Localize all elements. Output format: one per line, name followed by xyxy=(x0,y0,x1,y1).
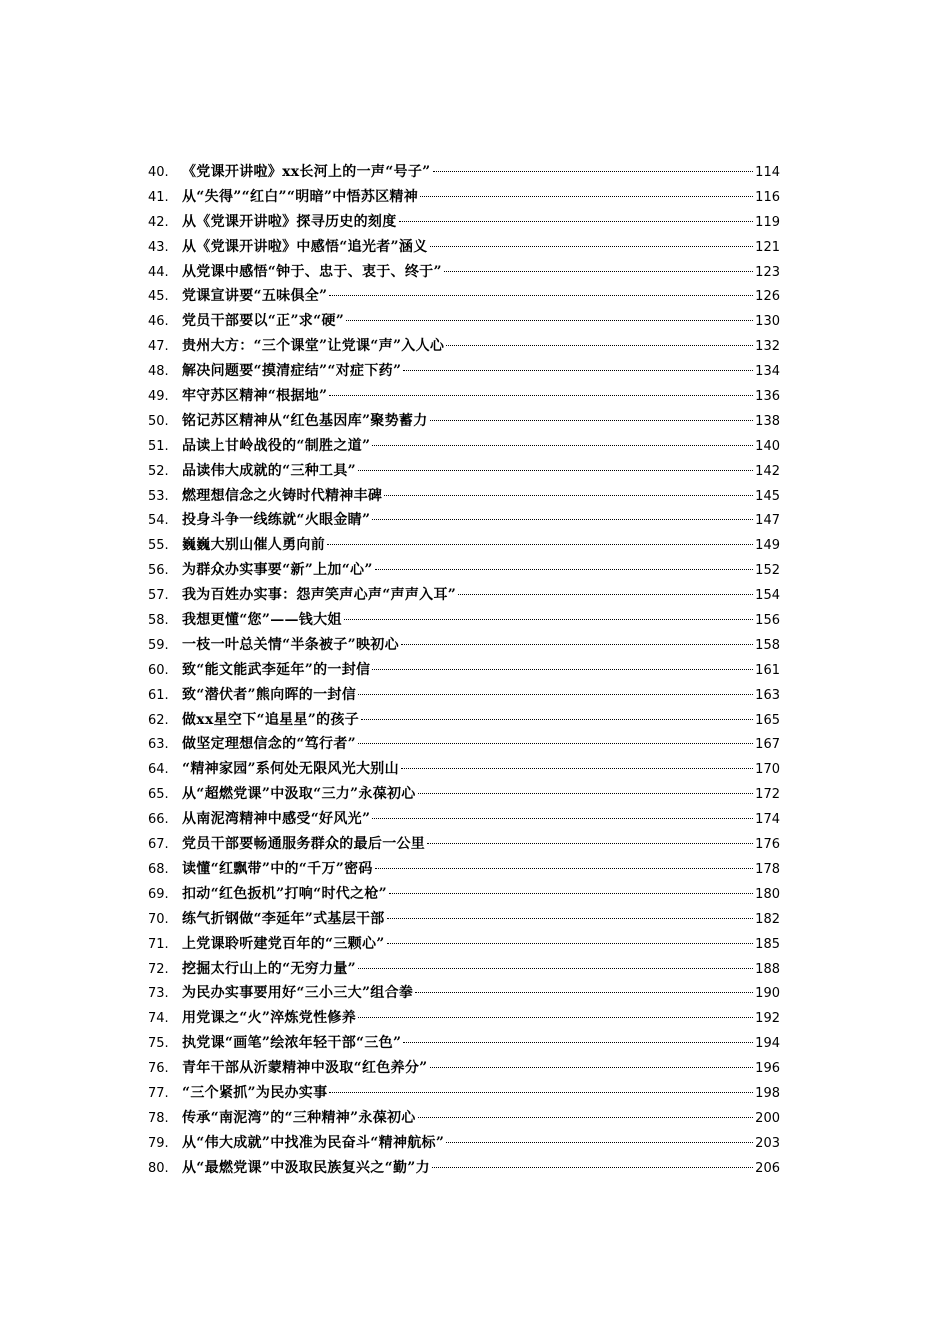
toc-dot-leader xyxy=(329,1092,753,1093)
toc-dot-leader xyxy=(430,1067,754,1068)
toc-dot-leader xyxy=(329,395,753,396)
toc-entry-page-number: 126 xyxy=(755,289,780,305)
toc-entry-title: 从《党课开讲啦》探寻历史的刻度 xyxy=(182,213,397,230)
toc-entry-page-number: 165 xyxy=(755,712,780,728)
toc-entry-title: 从“失得”“红白”“明暗”中悟苏区精神 xyxy=(182,188,419,205)
toc-entry-number: 77. xyxy=(148,1085,169,1101)
toc-dot-leader xyxy=(384,495,753,496)
toc-entry[interactable] xyxy=(148,260,780,285)
toc-entry[interactable] xyxy=(148,1156,780,1181)
toc-dot-leader xyxy=(358,743,753,744)
toc-entry-title: 致“潜伏者”熊向晖的一封信 xyxy=(182,686,357,703)
toc-entry-page-number: 121 xyxy=(755,239,780,255)
toc-entry-page-number: 176 xyxy=(755,837,780,853)
toc-entry-title: 《党课开讲啦》xx长河上的一声“号子” xyxy=(182,164,431,180)
toc-entry-number: 51. xyxy=(148,438,169,454)
toc-dot-leader xyxy=(358,694,753,695)
toc-entry-page-number: 192 xyxy=(755,1011,780,1027)
toc-entry-title: 从《党课开讲啦》中感悟“追光者”涵义 xyxy=(182,238,428,255)
toc-entry[interactable] xyxy=(148,334,780,359)
toc-dot-leader xyxy=(415,992,753,993)
toc-entry-page-number: 123 xyxy=(755,264,780,280)
toc-entry-number: 55. xyxy=(148,538,169,554)
toc-entry-title: 练气折钢做“李延年”式基层干部 xyxy=(182,910,385,927)
toc-entry[interactable] xyxy=(148,384,780,409)
toc-entry-title: 我为百姓办实事：怨声笑声心声“声声入耳” xyxy=(182,587,457,604)
toc-entry-page-number: 198 xyxy=(755,1085,780,1101)
toc-entry-number: 63. xyxy=(148,737,169,753)
toc-entry-number: 60. xyxy=(148,662,169,678)
toc-entry[interactable] xyxy=(148,160,780,185)
toc-entry-page-number: 140 xyxy=(755,438,780,454)
toc-entry-number: 59. xyxy=(148,637,169,653)
toc-entry[interactable] xyxy=(148,185,780,210)
toc-entry[interactable] xyxy=(148,981,780,1006)
toc-entry[interactable] xyxy=(148,882,780,907)
toc-dot-leader xyxy=(458,594,753,595)
table-of-contents xyxy=(148,160,780,1181)
toc-entry-title: 贵州大方：“三个课堂”让党课“声”入人心 xyxy=(182,338,445,355)
toc-entry-number: 67. xyxy=(148,837,169,853)
toc-entry[interactable] xyxy=(148,782,780,807)
toc-entry-page-number: 147 xyxy=(755,513,780,529)
toc-entry-page-number: 158 xyxy=(755,637,780,653)
toc-entry-number: 58. xyxy=(148,613,169,629)
toc-entry-page-number: 132 xyxy=(755,339,780,355)
toc-entry-title: 为民办实事要用好“三小三大”组合拳 xyxy=(182,985,414,1002)
toc-entry-page-number: 174 xyxy=(755,812,780,828)
toc-entry-page-number: 136 xyxy=(755,389,780,405)
toc-entry-page-number: 190 xyxy=(755,986,780,1002)
toc-entry-page-number: 172 xyxy=(755,787,780,803)
toc-entry[interactable] xyxy=(148,235,780,260)
toc-dot-leader xyxy=(403,1042,753,1043)
toc-dot-leader xyxy=(403,370,753,371)
toc-entry-title: 从“超燃党课”中汲取“三力”永葆初心 xyxy=(182,786,416,803)
toc-dot-leader xyxy=(361,719,753,720)
toc-dot-leader xyxy=(346,320,753,321)
toc-entry-title: 党员干部要畅通服务群众的最后一公里 xyxy=(182,836,426,853)
toc-entry-number: 49. xyxy=(148,389,169,405)
toc-entry[interactable] xyxy=(148,533,780,558)
toc-entry-title: 铭记苏区精神从“红色基因库”聚势蓄力 xyxy=(182,412,428,429)
toc-entry-number: 53. xyxy=(148,488,169,504)
toc-entry-number: 46. xyxy=(148,314,169,330)
toc-entry-title: 党员干部要以“正”求“硬” xyxy=(182,313,345,330)
toc-entry-page-number: 152 xyxy=(755,563,780,579)
toc-dot-leader xyxy=(372,818,753,819)
toc-entry-title: 品读伟大成就的“三种工具” xyxy=(182,462,357,479)
toc-entry-number: 66. xyxy=(148,812,169,828)
toc-entry-page-number: 206 xyxy=(755,1160,780,1176)
toc-entry-page-number: 130 xyxy=(755,314,780,330)
toc-entry-title: 读懂“红飘带”中的“千万”密码 xyxy=(182,860,373,877)
toc-dot-leader xyxy=(372,669,753,670)
toc-dot-leader xyxy=(430,246,754,247)
toc-entry[interactable] xyxy=(148,359,780,384)
toc-dot-leader xyxy=(444,271,753,272)
toc-entry-page-number: 203 xyxy=(755,1135,780,1151)
toc-entry-number: 78. xyxy=(148,1110,169,1126)
toc-entry-page-number: 170 xyxy=(755,762,780,778)
toc-entry-title: “精神家园”系何处无限风光大别山 xyxy=(182,761,399,778)
toc-entry-number: 42. xyxy=(148,214,169,230)
toc-entry-number: 64. xyxy=(148,762,169,778)
toc-entry-title: 扣动“红色扳机”打响“时代之枪” xyxy=(182,885,388,902)
toc-entry-title: 我想更懂“您”——钱大姐 xyxy=(182,612,342,629)
toc-entry-page-number: 116 xyxy=(755,189,780,205)
toc-entry[interactable] xyxy=(148,434,780,459)
toc-entry-title: 燃理想信念之火铸时代精神丰碑 xyxy=(182,487,383,504)
toc-entry-page-number: 196 xyxy=(755,1061,780,1077)
toc-entry-number: 72. xyxy=(148,961,169,977)
toc-entry-page-number: 138 xyxy=(755,413,780,429)
toc-dot-leader xyxy=(418,1117,754,1118)
toc-entry[interactable] xyxy=(148,658,780,683)
toc-dot-leader xyxy=(358,470,753,471)
toc-dot-leader xyxy=(399,221,754,222)
toc-entry-page-number: 194 xyxy=(755,1036,780,1052)
toc-entry[interactable] xyxy=(148,932,780,957)
toc-entry-page-number: 182 xyxy=(755,911,780,927)
toc-entry-page-number: 180 xyxy=(755,886,780,902)
toc-entry[interactable] xyxy=(148,284,780,309)
toc-dot-leader xyxy=(446,1142,753,1143)
toc-dot-leader xyxy=(375,569,753,570)
toc-entry-number: 68. xyxy=(148,861,169,877)
toc-dot-leader xyxy=(430,420,754,421)
toc-entry-number: 80. xyxy=(148,1160,169,1176)
toc-entry-title: 做坚定理想信念的“笃行者” xyxy=(182,736,357,753)
toc-entry[interactable] xyxy=(148,857,780,882)
toc-dot-leader xyxy=(389,893,753,894)
toc-entry-page-number: 142 xyxy=(755,463,780,479)
toc-entry-number: 75. xyxy=(148,1036,169,1052)
toc-entry[interactable] xyxy=(148,459,780,484)
toc-entry[interactable] xyxy=(148,732,780,757)
toc-entry-title: 一枝一叶总关情“半条被子”映初心 xyxy=(182,636,399,653)
toc-entry-page-number: 145 xyxy=(755,488,780,504)
toc-entry-title: 挖掘太行山上的“无穷力量” xyxy=(182,960,357,977)
toc-dot-leader xyxy=(427,843,753,844)
toc-dot-leader xyxy=(329,295,753,296)
toc-entry-title: 传承“南泥湾”的“三种精神”永葆初心 xyxy=(182,1109,416,1126)
toc-entry-title: 从“最燃党课”中汲取民族复兴之“勤”力 xyxy=(182,1159,430,1176)
toc-entry[interactable] xyxy=(148,508,780,533)
toc-entry-page-number: 149 xyxy=(755,538,780,554)
toc-entry[interactable] xyxy=(148,757,780,782)
toc-entry[interactable] xyxy=(148,558,780,583)
toc-entry-number: 71. xyxy=(148,936,169,952)
toc-entry[interactable] xyxy=(148,1056,780,1081)
toc-entry[interactable] xyxy=(148,409,780,434)
toc-entry-title: 从党课中感悟“钟于、忠于、衷于、终于” xyxy=(182,263,442,280)
toc-entry[interactable] xyxy=(148,907,780,932)
toc-dot-leader xyxy=(387,918,754,919)
toc-entry-number: 50. xyxy=(148,413,169,429)
toc-dot-leader xyxy=(401,644,753,645)
toc-dot-leader xyxy=(432,1167,753,1168)
toc-dot-leader xyxy=(327,544,753,545)
toc-entry-title: 党课宣讲要“五味俱全” xyxy=(182,288,328,305)
toc-entry-title: 为群众办实事要“新”上加“心” xyxy=(182,562,373,579)
toc-entry-number: 74. xyxy=(148,1011,169,1027)
toc-entry[interactable] xyxy=(148,1031,780,1056)
toc-entry-page-number: 185 xyxy=(755,936,780,952)
toc-dot-leader xyxy=(433,171,754,172)
toc-entry-page-number: 119 xyxy=(755,214,780,230)
toc-entry-page-number: 200 xyxy=(755,1110,780,1126)
toc-entry-number: 54. xyxy=(148,513,169,529)
toc-entry-number: 69. xyxy=(148,886,169,902)
toc-entry[interactable] xyxy=(148,1106,780,1131)
toc-entry-title: 从南泥湾精神中感受“好风光” xyxy=(182,811,371,828)
toc-entry[interactable] xyxy=(148,309,780,334)
toc-dot-leader xyxy=(420,196,753,197)
toc-dot-leader xyxy=(372,445,753,446)
toc-entry-title: 致“能文能武李延年”的一封信 xyxy=(182,661,371,678)
toc-entry[interactable] xyxy=(148,1081,780,1106)
toc-entry-number: 73. xyxy=(148,986,169,1002)
toc-entry[interactable] xyxy=(148,210,780,235)
toc-entry[interactable] xyxy=(148,484,780,509)
toc-entry-number: 44. xyxy=(148,264,169,280)
toc-entry-title: 执党课“画笔”绘浓年轻干部“三色” xyxy=(182,1035,402,1052)
toc-dot-leader xyxy=(387,943,754,944)
toc-entry-title: 投身斗争一线练就“火眼金睛” xyxy=(182,512,371,529)
toc-entry-page-number: 167 xyxy=(755,737,780,753)
toc-entry-title: 上党课聆听建党百年的“三颗心” xyxy=(182,935,385,952)
toc-entry[interactable] xyxy=(148,683,780,708)
toc-entry[interactable] xyxy=(148,1006,780,1031)
toc-dot-leader xyxy=(358,968,753,969)
toc-entry-title: 用党课之“火”淬炼党性修养 xyxy=(182,1010,357,1027)
toc-entry-number: 48. xyxy=(148,364,169,380)
toc-entry-number: 52. xyxy=(148,463,169,479)
toc-entry-number: 65. xyxy=(148,787,169,803)
toc-entry-page-number: 134 xyxy=(755,364,780,380)
toc-entry-title: 做xx星空下“追星星”的孩子 xyxy=(182,711,359,728)
toc-entry-title: 牢守苏区精神“根据地” xyxy=(182,388,328,405)
toc-entry-number: 43. xyxy=(148,239,169,255)
toc-entry-title: “三个紧抓”为民办实事 xyxy=(182,1084,328,1101)
toc-entry-number: 47. xyxy=(148,339,169,355)
toc-entry-page-number: 163 xyxy=(755,687,780,703)
toc-entry-title: 巍巍大别山催人勇向前 xyxy=(182,537,325,554)
toc-entry-number: 70. xyxy=(148,911,169,927)
toc-entry-page-number: 188 xyxy=(755,961,780,977)
toc-dot-leader xyxy=(418,793,754,794)
toc-entry-number: 79. xyxy=(148,1135,169,1151)
toc-entry-title: 解决问题要“摸清症结”“对症下药” xyxy=(182,363,402,380)
toc-dot-leader xyxy=(446,345,753,346)
toc-dot-leader xyxy=(372,519,753,520)
toc-entry[interactable] xyxy=(148,583,780,608)
toc-entry[interactable] xyxy=(148,957,780,982)
toc-entry-number: 62. xyxy=(148,712,169,728)
toc-entry-page-number: 178 xyxy=(755,861,780,877)
toc-entry-page-number: 154 xyxy=(755,588,780,604)
toc-entry-number: 40. xyxy=(148,165,169,180)
toc-entry-title: 从“伟大成就”中找准为民奋斗“精神航标” xyxy=(182,1134,445,1151)
toc-entry-number: 41. xyxy=(148,189,169,205)
toc-entry-number: 45. xyxy=(148,289,169,305)
toc-entry[interactable] xyxy=(148,708,780,733)
toc-entry-title: 品读上甘岭战役的“制胜之道” xyxy=(182,437,371,454)
toc-entry-page-number: 156 xyxy=(755,613,780,629)
toc-entry-page-number: 114 xyxy=(755,165,780,180)
toc-entry-page-number: 161 xyxy=(755,662,780,678)
toc-entry-number: 61. xyxy=(148,687,169,703)
toc-entry[interactable] xyxy=(148,633,780,658)
toc-entry-number: 56. xyxy=(148,563,169,579)
toc-entry[interactable] xyxy=(148,1131,780,1156)
toc-dot-leader xyxy=(375,868,753,869)
toc-entry[interactable] xyxy=(148,807,780,832)
toc-dot-leader xyxy=(401,768,753,769)
toc-entry-number: 76. xyxy=(148,1061,169,1077)
toc-dot-leader xyxy=(358,1017,753,1018)
toc-entry-title: 青年干部从沂蒙精神中汲取“红色养分” xyxy=(182,1060,428,1077)
toc-entry[interactable] xyxy=(148,832,780,857)
toc-entry[interactable] xyxy=(148,608,780,633)
toc-dot-leader xyxy=(344,619,753,620)
toc-entry-number: 57. xyxy=(148,588,169,604)
